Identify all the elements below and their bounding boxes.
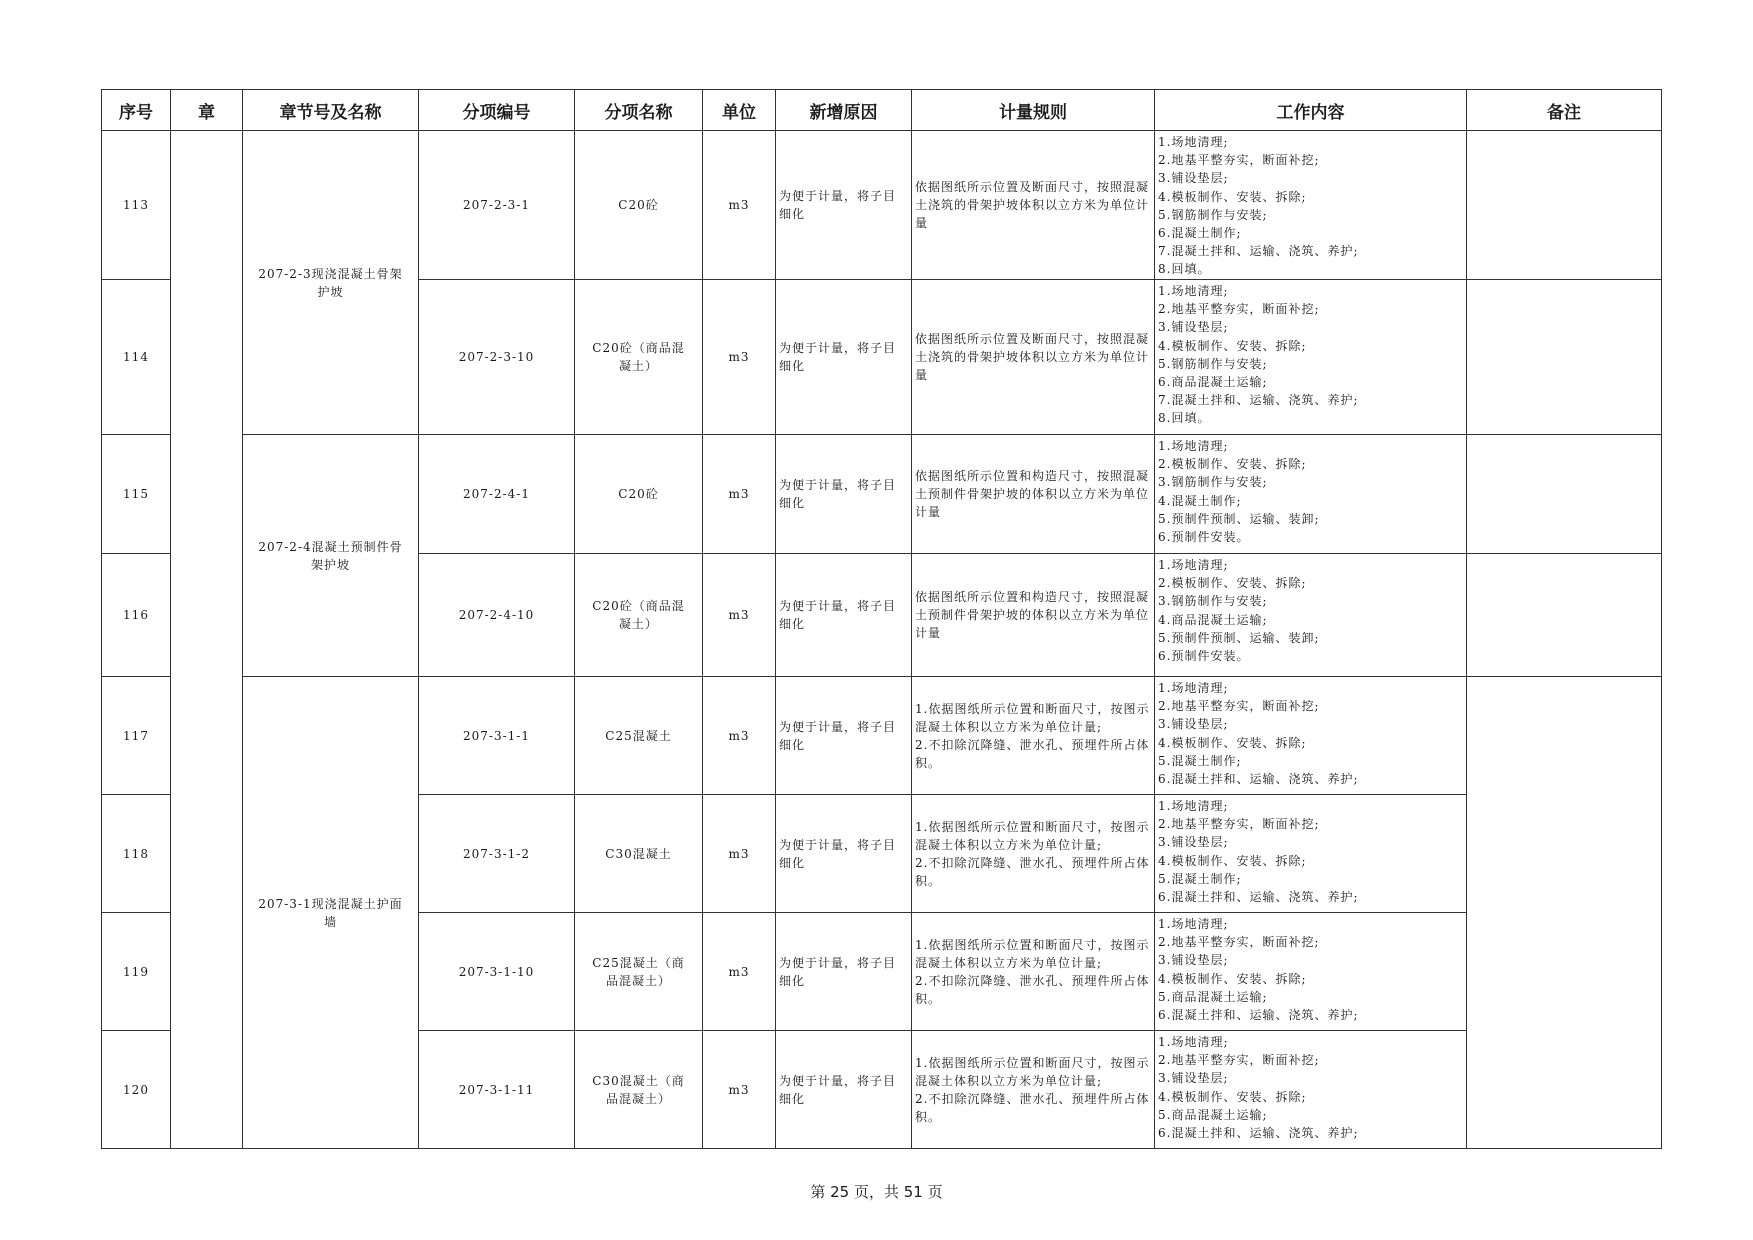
- item-name-cell: C30混凝土: [575, 795, 703, 913]
- work-item: 4.模板制作、安装、拆除;: [1158, 735, 1307, 750]
- work-item: 6.混凝土拌和、运输、浇筑、养护;: [1158, 1126, 1359, 1141]
- work-item: 2.地基平整夯实，断面补挖;: [1158, 302, 1320, 317]
- work-item: 3.铺设垫层;: [1158, 835, 1229, 850]
- item-code-cell: 207-2-4-10: [419, 554, 575, 677]
- work-item: 2.地基平整夯实，断面补挖;: [1158, 153, 1320, 168]
- work-list: [1158, 437, 1464, 546]
- item-name-cell: C20砼（商品混凝土）: [575, 554, 703, 677]
- unit-cell: m3: [703, 280, 776, 435]
- item-code-cell: 207-3-1-1: [419, 677, 575, 795]
- work-item: 5.预制件预制、运输、装卸;: [1158, 630, 1320, 645]
- rule-cell: 依据图纸所示位置及断面尺寸，按照混凝土浇筑的骨架护坡体积以立方米为单位计量: [912, 131, 1155, 280]
- work-item: 4.模板制作、安装、拆除;: [1158, 971, 1307, 986]
- rule-cell: 依据图纸所示位置和构造尺寸，按照混凝土预制件骨架护坡的体积以立方米为单位计量: [912, 435, 1155, 554]
- work-item: 3.铺设垫层;: [1158, 171, 1229, 186]
- reason-cell: 为便于计量，将子目细化: [776, 1031, 912, 1149]
- work-item: 2.模板制作、安装、拆除;: [1158, 457, 1307, 472]
- project-table: [101, 89, 1662, 1149]
- seq-cell: 115: [102, 435, 171, 554]
- work-item: 1.场地清理;: [1158, 135, 1229, 149]
- unit-cell: m3: [703, 913, 776, 1031]
- work-item: 3.钢筋制作与安装;: [1158, 594, 1268, 609]
- item-code-cell: 207-2-4-1: [419, 435, 575, 554]
- col-header-rule: 计量规则: [912, 90, 1155, 131]
- unit-cell: m3: [703, 795, 776, 913]
- work-cell: [1155, 435, 1467, 554]
- reason-cell: 为便于计量，将子目细化: [776, 913, 912, 1031]
- work-item: 3.铺设垫层;: [1158, 717, 1229, 732]
- work-item: 3.铺设垫层;: [1158, 1071, 1229, 1086]
- col-header-note: 备注: [1467, 90, 1662, 131]
- work-item: 5.预制件预制、运输、装卸;: [1158, 511, 1320, 526]
- work-item: 7.混凝土拌和、运输、浇筑、养护;: [1158, 244, 1359, 259]
- table-row: [102, 435, 1662, 554]
- col-header-seq: 序号: [102, 90, 171, 131]
- rule-line: 2.不扣除沉降缝、泄水孔、预埋件所占体积。: [915, 1091, 1150, 1124]
- work-item: 2.模板制作、安装、拆除;: [1158, 576, 1307, 591]
- work-item: 6.预制件安装。: [1158, 530, 1250, 545]
- seq-cell: 114: [102, 280, 171, 435]
- work-cell: [1155, 131, 1467, 280]
- unit-cell: m3: [703, 554, 776, 677]
- work-list: [1158, 133, 1464, 279]
- chapter-cell: [171, 131, 243, 1149]
- work-cell: [1155, 280, 1467, 435]
- seq-cell: 113: [102, 131, 171, 280]
- note-cell: [1467, 435, 1662, 554]
- item-name-cell: C25混凝土（商品混凝土）: [575, 913, 703, 1031]
- rule-cell: 依据图纸所示位置及断面尺寸，按照混凝土浇筑的骨架护坡体积以立方米为单位计量: [912, 280, 1155, 435]
- rule-line: 1.依据图纸所示位置和断面尺寸，按图示混凝土体积以立方米为单位计量;: [915, 701, 1150, 734]
- work-item: 3.钢筋制作与安装;: [1158, 475, 1268, 490]
- rule-line: 2.不扣除沉降缝、泄水孔、预埋件所占体积。: [915, 855, 1150, 888]
- work-item: 5.混凝土制作;: [1158, 753, 1242, 768]
- seq-cell: 117: [102, 677, 171, 795]
- work-item: 6.混凝土制作;: [1158, 226, 1242, 241]
- rule-cell: [912, 795, 1155, 913]
- work-item: 3.铺设垫层;: [1158, 320, 1229, 335]
- rule-line: 2.不扣除沉降缝、泄水孔、预埋件所占体积。: [915, 973, 1150, 1006]
- item-name-cell: C20砼: [575, 131, 703, 280]
- section-cell: 207-3-1现浇混凝土护面墙: [243, 677, 419, 1149]
- work-item: 7.混凝土拌和、运输、浇筑、养护;: [1158, 393, 1359, 408]
- work-item: 1.场地清理;: [1158, 284, 1229, 298]
- work-item: 2.地基平整夯实，断面补挖;: [1158, 817, 1320, 832]
- work-list: [1158, 797, 1464, 906]
- work-item: 2.地基平整夯实，断面补挖;: [1158, 935, 1320, 950]
- work-item: 4.模板制作、安装、拆除;: [1158, 853, 1307, 868]
- work-item: 1.场地清理;: [1158, 439, 1229, 453]
- rule-line: 1.依据图纸所示位置和断面尺寸，按图示混凝土体积以立方米为单位计量;: [915, 937, 1150, 970]
- rule-cell: [912, 677, 1155, 795]
- work-item: 6.混凝土拌和、运输、浇筑、养护;: [1158, 890, 1359, 905]
- unit-cell: m3: [703, 131, 776, 280]
- work-item: 3.铺设垫层;: [1158, 953, 1229, 968]
- work-list: [1158, 282, 1464, 428]
- item-code-cell: 207-3-1-2: [419, 795, 575, 913]
- item-name-cell: C25混凝土: [575, 677, 703, 795]
- work-item: 4.混凝土制作;: [1158, 493, 1242, 508]
- item-code-cell: 207-2-3-1: [419, 131, 575, 280]
- work-item: 4.模板制作、安装、拆除;: [1158, 338, 1307, 353]
- col-header-item-name: 分项名称: [575, 90, 703, 131]
- work-item: 5.商品混凝土运输;: [1158, 989, 1268, 1004]
- note-cell: [1467, 554, 1662, 677]
- work-cell: [1155, 913, 1467, 1031]
- work-item: 1.场地清理;: [1158, 1035, 1229, 1049]
- work-item: 5.商品混凝土运输;: [1158, 1107, 1268, 1122]
- item-name-cell: C30混凝土（商品混凝土）: [575, 1031, 703, 1149]
- work-item: 8.回填。: [1158, 262, 1211, 277]
- section-cell: 207-2-3现浇混凝土骨架护坡: [243, 131, 419, 435]
- work-cell: [1155, 1031, 1467, 1149]
- header-row: [102, 90, 1662, 131]
- note-cell: [1467, 131, 1662, 280]
- seq-cell: 119: [102, 913, 171, 1031]
- work-item: 2.地基平整夯实，断面补挖;: [1158, 699, 1320, 714]
- rule-line: 2.不扣除沉降缝、泄水孔、预埋件所占体积。: [915, 737, 1150, 770]
- work-item: 6.商品混凝土运输;: [1158, 375, 1268, 390]
- work-item: 4.商品混凝土运输;: [1158, 612, 1268, 627]
- col-header-reason: 新增原因: [776, 90, 912, 131]
- item-code-cell: 207-3-1-11: [419, 1031, 575, 1149]
- work-item: 5.混凝土制作;: [1158, 871, 1242, 886]
- work-item: 5.钢筋制作与安装;: [1158, 356, 1268, 371]
- work-list: [1158, 556, 1464, 665]
- col-header-work: 工作内容: [1155, 90, 1467, 131]
- work-cell: [1155, 554, 1467, 677]
- unit-cell: m3: [703, 677, 776, 795]
- work-item: 6.混凝土拌和、运输、浇筑、养护;: [1158, 772, 1359, 787]
- rule-line: 1.依据图纸所示位置和断面尺寸，按图示混凝土体积以立方米为单位计量;: [915, 1055, 1150, 1088]
- work-item: 4.模板制作、安装、拆除;: [1158, 189, 1307, 204]
- col-header-chapter: 章: [171, 90, 243, 131]
- work-item: 8.回填。: [1158, 411, 1211, 426]
- work-cell: [1155, 795, 1467, 913]
- reason-cell: 为便于计量，将子目细化: [776, 795, 912, 913]
- reason-cell: 为便于计量，将子目细化: [776, 677, 912, 795]
- note-cell: [1467, 677, 1662, 1149]
- rule-cell: [912, 913, 1155, 1031]
- work-item: 6.混凝土拌和、运输、浇筑、养护;: [1158, 1008, 1359, 1023]
- col-header-section: 章节号及名称: [243, 90, 419, 131]
- work-item: 1.场地清理;: [1158, 558, 1229, 572]
- item-name-cell: C20砼: [575, 435, 703, 554]
- seq-cell: 116: [102, 554, 171, 677]
- item-code-cell: 207-3-1-10: [419, 913, 575, 1031]
- reason-cell: 为便于计量，将子目细化: [776, 280, 912, 435]
- work-cell: [1155, 677, 1467, 795]
- rule-cell: [912, 1031, 1155, 1149]
- reason-cell: 为便于计量，将子目细化: [776, 554, 912, 677]
- note-cell: [1467, 280, 1662, 435]
- work-list: [1158, 1033, 1464, 1142]
- work-item: 1.场地清理;: [1158, 681, 1229, 695]
- work-item: 5.钢筋制作与安装;: [1158, 207, 1268, 222]
- page-footer: 第 25 页，共 51 页: [810, 1183, 943, 1201]
- reason-cell: 为便于计量，将子目细化: [776, 435, 912, 554]
- reason-cell: 为便于计量，将子目细化: [776, 131, 912, 280]
- work-item: 4.模板制作、安装、拆除;: [1158, 1089, 1307, 1104]
- work-item: 6.预制件安装。: [1158, 649, 1250, 664]
- table-row: [102, 131, 1662, 280]
- work-list: [1158, 915, 1464, 1024]
- work-item: 2.地基平整夯实，断面补挖;: [1158, 1053, 1320, 1068]
- rule-cell: 依据图纸所示位置和构造尺寸，按照混凝土预制件骨架护坡的体积以立方米为单位计量: [912, 554, 1155, 677]
- work-item: 1.场地清理;: [1158, 917, 1229, 931]
- work-item: 1.场地清理;: [1158, 799, 1229, 813]
- section-cell: 207-2-4混凝土预制件骨架护坡: [243, 435, 419, 677]
- unit-cell: m3: [703, 435, 776, 554]
- item-name-cell: C20砼（商品混凝土）: [575, 280, 703, 435]
- work-list: [1158, 679, 1464, 788]
- seq-cell: 118: [102, 795, 171, 913]
- item-code-cell: 207-2-3-10: [419, 280, 575, 435]
- seq-cell: 120: [102, 1031, 171, 1149]
- table-row: [102, 677, 1662, 795]
- col-header-unit: 单位: [703, 90, 776, 131]
- col-header-item-code: 分项编号: [419, 90, 575, 131]
- unit-cell: m3: [703, 1031, 776, 1149]
- rule-line: 1.依据图纸所示位置和断面尺寸，按图示混凝土体积以立方米为单位计量;: [915, 819, 1150, 852]
